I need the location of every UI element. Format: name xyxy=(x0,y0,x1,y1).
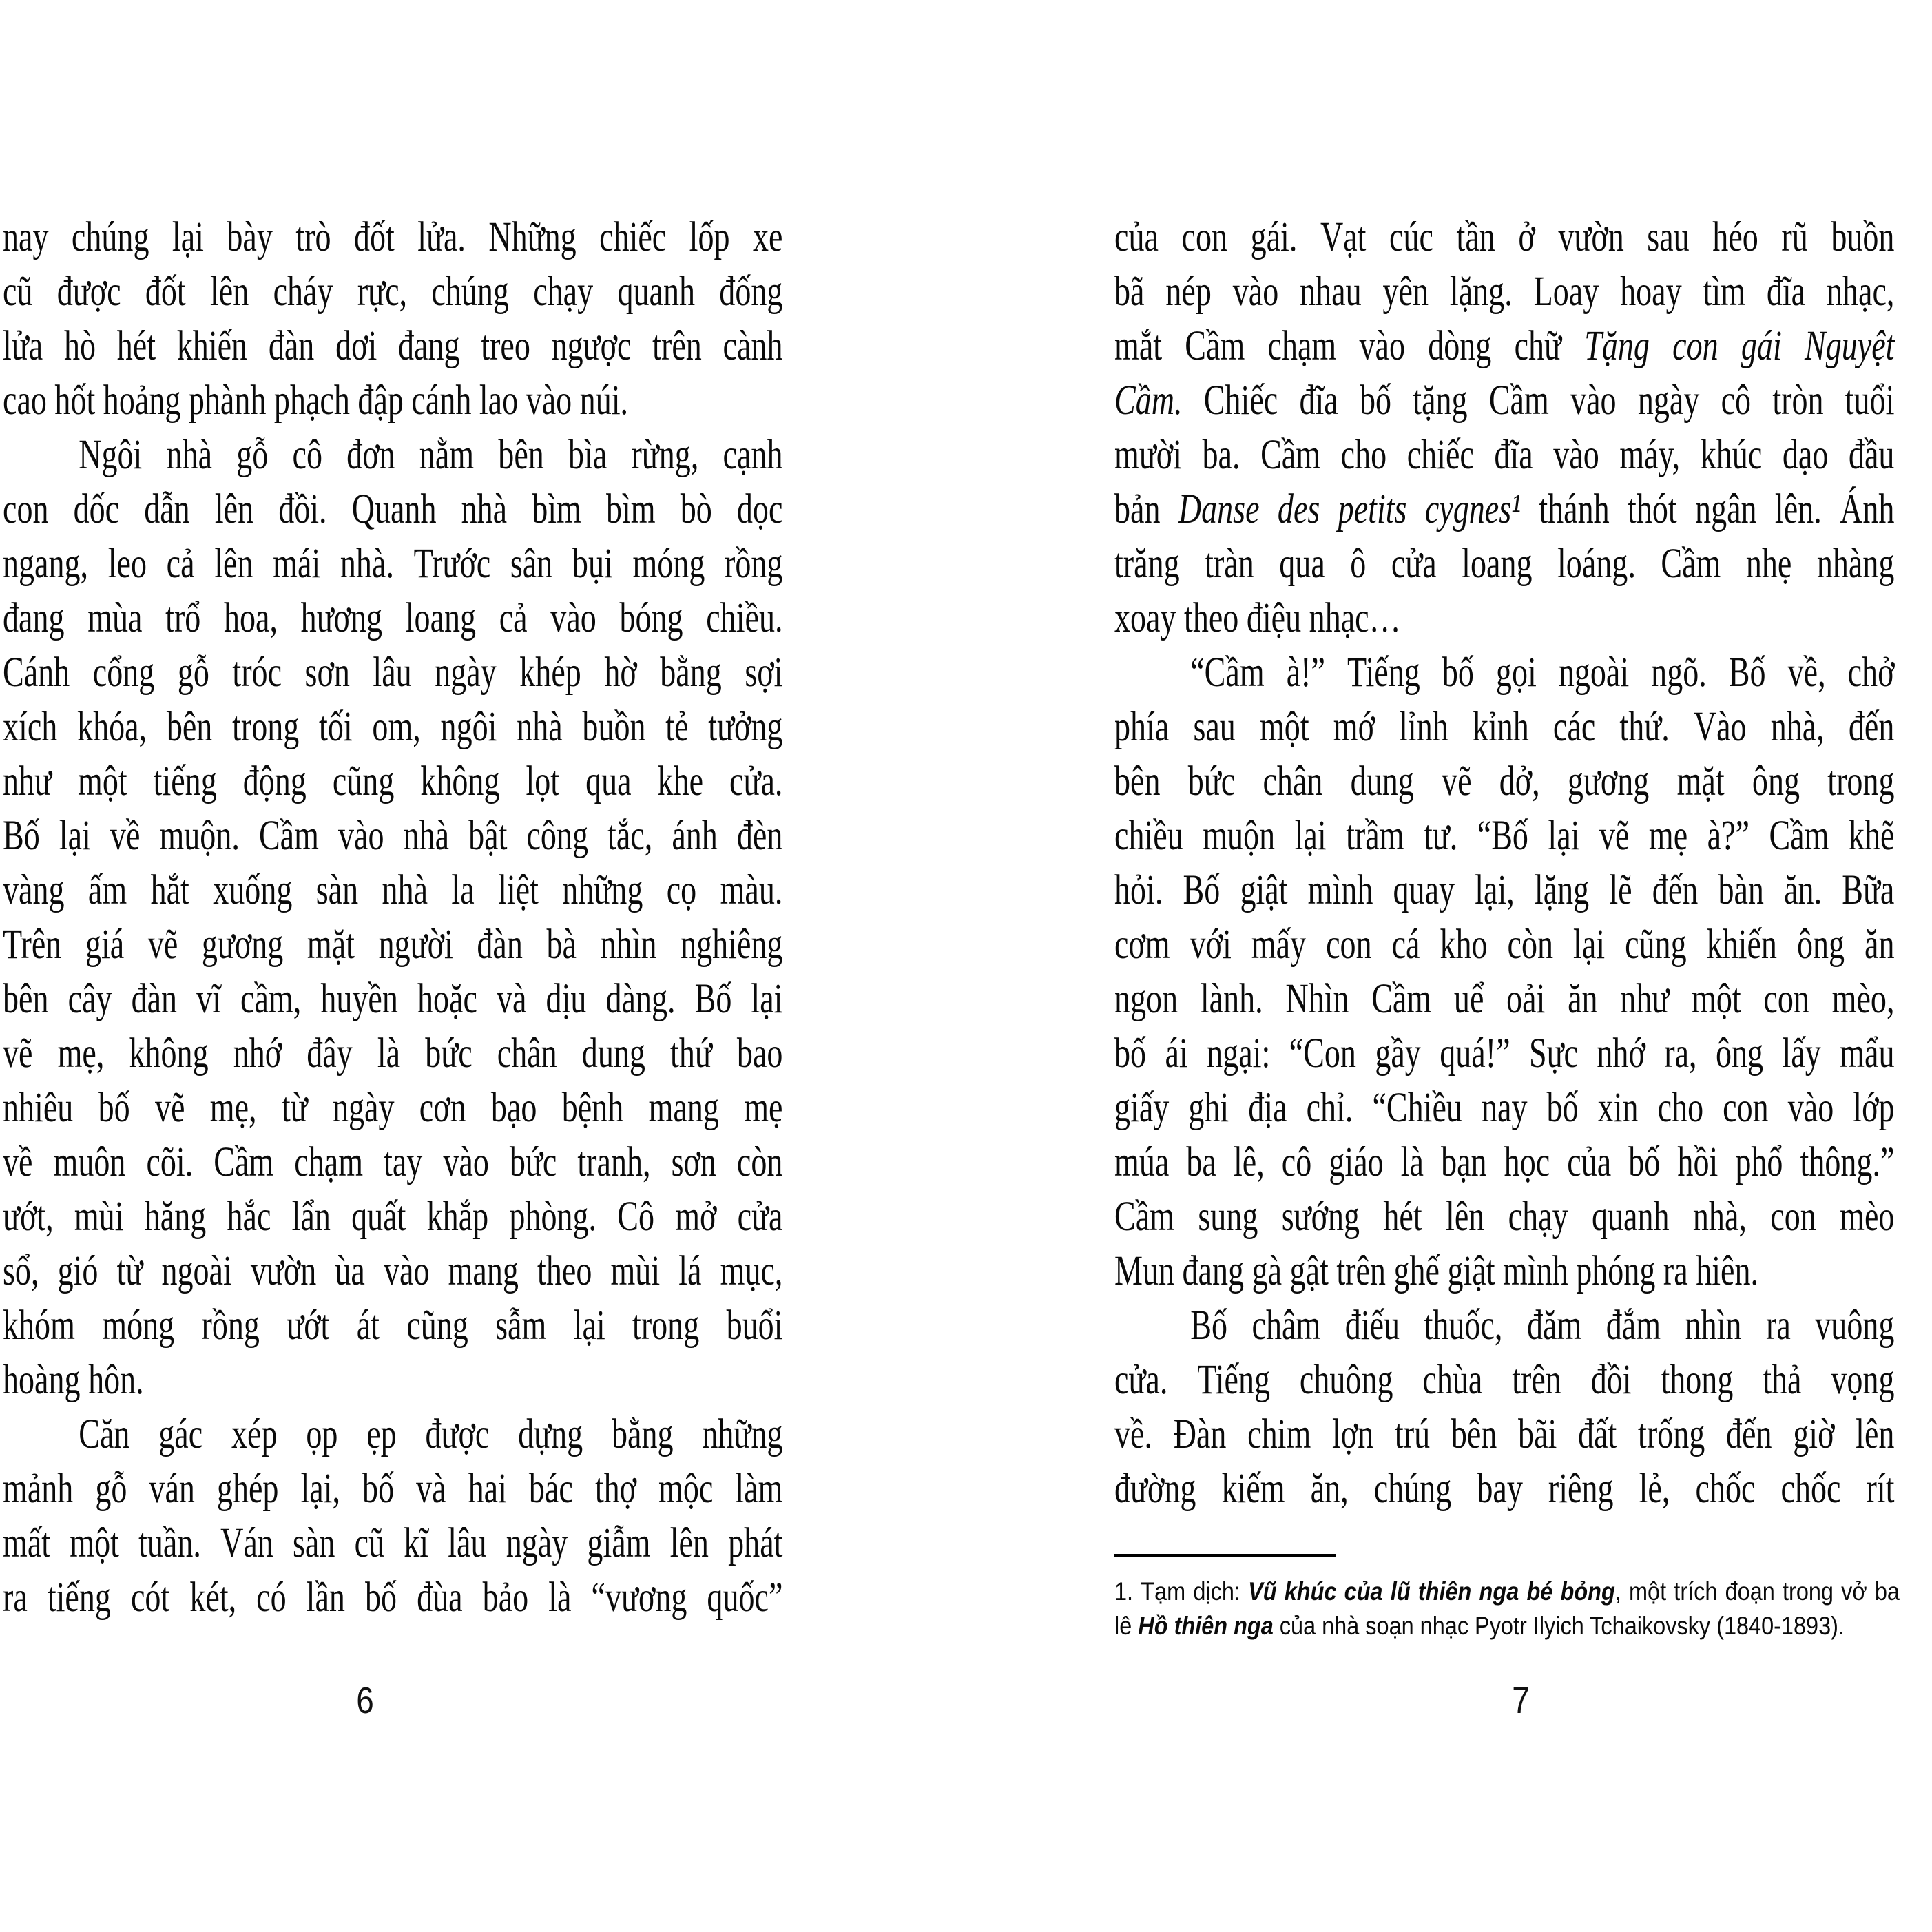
text-line: nay chúng lại bày trò đốt lửa. Những chiếc lốp xe xyxy=(3,214,783,260)
text-line: Cánh cổng gỗ tróc sơn lâu ngày khép hờ bằng sợi xyxy=(3,650,783,696)
text-line: bên bức chân dung vẽ dở, gương mặt ông trong xyxy=(1114,758,1895,804)
text-line: đường kiếm ăn, chúng bay riêng lẻ, chốc chốc rít xyxy=(1114,1466,1895,1512)
text-line: “Cầm à!” Tiếng bố gọi ngoài ngõ. Bố về, chở xyxy=(1190,650,1895,696)
text-line: cũ được đốt lên cháy rực, chúng chạy quanh đống xyxy=(3,269,783,315)
text-line: mắt Cầm chạm vào dòng chữ Tặng con gái Nguyệt xyxy=(1114,323,1895,369)
text-line: mất một tuần. Ván sàn cũ kĩ lâu ngày giẫm lên phát xyxy=(3,1520,783,1566)
text-line: lê Hồ thiên nga của nhà soạn nhạc Pyotr Ilyich Tchaikovsky (1840-1893). xyxy=(1114,1612,1845,1640)
text-line: chiều muộn lại trầm tư. “Bố lại vẽ mẹ à?” Cầm khẽ xyxy=(1114,813,1895,859)
text-line: cao hốt hoảng phành phạch đập cánh lao vào núi. xyxy=(3,377,629,424)
text-line: Căn gác xép ọp ẹp được dựng bằng những xyxy=(79,1411,783,1457)
text-line: hỏi. Bố giật mình quay lại, lặng lẽ đến bàn ăn. Bữa xyxy=(1114,867,1895,913)
text-line: Mun đang gà gật trên ghế giật mình phóng ra hiên. xyxy=(1114,1248,1759,1294)
text-line: giấy ghi địa chỉ. “Chiều nay bố xin cho con vào lớp xyxy=(1114,1085,1895,1131)
text-line: đang mùa trổ hoa, hương loang cả vào bóng chiều. xyxy=(3,595,783,641)
text-line: về. Đàn chim lợn trú bên bãi đất trống đến giờ lên xyxy=(1114,1411,1895,1457)
text-line: xoay theo điệu nhạc… xyxy=(1114,595,1401,641)
text-line: phía sau một mớ lỉnh kỉnh các thứ. Vào nhà, đến xyxy=(1114,704,1895,750)
text-line: múa ba lê, cô giáo là bạn học của bố hồi phổ thông.” xyxy=(1114,1139,1895,1185)
text-line: sổ, gió từ ngoài vườn ùa vào mang theo mùi lá mục, xyxy=(3,1248,783,1294)
text-line: xích khóa, bên trong tối om, ngôi nhà buồn tẻ tưởng xyxy=(3,704,783,750)
text-line: cơm với mấy con cá kho còn lại cũng khiến ông ăn xyxy=(1114,922,1895,968)
text-line: nhiêu bố vẽ mẹ, từ ngày cơn bạo bệnh mang mẹ xyxy=(3,1085,783,1131)
text-line: 1. Tạm dịch: Vũ khúc của lũ thiên nga bé bỏng, một trích đoạn trong vở ba xyxy=(1114,1577,1900,1606)
footnote-separator xyxy=(1114,1554,1336,1557)
text-line: vàng ấm hắt xuống sàn nhà la liệt những cọ màu. xyxy=(3,867,783,913)
text-line: hoàng hôn. xyxy=(3,1357,144,1403)
text-line: lửa hò hét khiến đàn dơi đang treo ngược trên cành xyxy=(3,323,783,369)
text-line: ra tiếng cót két, có lần bố đùa bảo là “vương quốc” xyxy=(3,1575,783,1621)
text-line: khóm móng rồng ướt át cũng sẫm lại trong buổi xyxy=(3,1302,783,1349)
left-page-text xyxy=(3,210,783,1625)
page-number-right: 7 xyxy=(1512,1680,1530,1721)
text-line: ướt, mùi hăng hắc lẩn quất khắp phòng. Cô mở cửa xyxy=(3,1194,783,1240)
page-number-left: 6 xyxy=(356,1680,374,1721)
text-line: mảnh gỗ ván ghép lại, bố và hai bác thợ mộc làm xyxy=(3,1466,783,1512)
text-line: Cầm. Chiếc đĩa bố tặng Cầm vào ngày cô tròn tuổi xyxy=(1114,377,1895,424)
text-line: ngon lành. Nhìn Cầm uể oải ăn như một con mèo, xyxy=(1114,976,1895,1022)
text-line: bản Danse des petits cygnes¹ thánh thót ngân lên. Ánh xyxy=(1114,486,1895,532)
footnote-text xyxy=(1114,1575,1900,1643)
text-line: cửa. Tiếng chuông chùa trên đồi thong thả vọng xyxy=(1114,1357,1895,1403)
text-line: Trên giá vẽ gương mặt người đàn bà nhìn nghiêng xyxy=(3,922,783,968)
right-page-text xyxy=(1114,210,1895,1516)
text-line: ngang, leo cả lên mái nhà. Trước sân bụi móng rồng xyxy=(3,541,783,587)
text-line: bố ái ngại: “Con gầy quá!” Sực nhớ ra, ông lấy mẩu xyxy=(1114,1030,1895,1077)
text-line: về muôn cõi. Cầm chạm tay vào bức tranh, sơn còn xyxy=(3,1139,783,1185)
text-line: Cầm sung sướng hét lên chạy quanh nhà, con mèo xyxy=(1114,1194,1895,1240)
text-line: Bố châm điếu thuốc, đăm đắm nhìn ra vuông xyxy=(1190,1302,1895,1349)
text-line: mười ba. Cầm cho chiếc đĩa vào máy, khúc dạo đầu xyxy=(1114,432,1895,478)
text-line: bã nép vào nhau yên lặng. Loay hoay tìm đĩa nhạc, xyxy=(1114,269,1895,315)
text-line: vẽ mẹ, không nhớ đây là bức chân dung thứ bao xyxy=(3,1030,783,1077)
text-line: con dốc dẫn lên đồi. Quanh nhà bìm bìm bò dọc xyxy=(3,486,783,532)
text-line: bên cây đàn vĩ cầm, huyền hoặc và dịu dàng. Bố lại xyxy=(3,976,783,1022)
text-line: trăng tràn qua ô cửa loang loáng. Cầm nhẹ nhàng xyxy=(1114,541,1895,587)
text-line: Ngôi nhà gỗ cô đơn nằm bên bìa rừng, cạnh xyxy=(79,432,783,478)
text-line: Bố lại về muộn. Cầm vào nhà bật công tắc, ánh đèn xyxy=(3,813,783,859)
text-line: như một tiếng động cũng không lọt qua khe cửa. xyxy=(3,758,783,804)
text-line: của con gái. Vạt cúc tần ở vườn sau héo rũ buồn xyxy=(1114,214,1895,260)
